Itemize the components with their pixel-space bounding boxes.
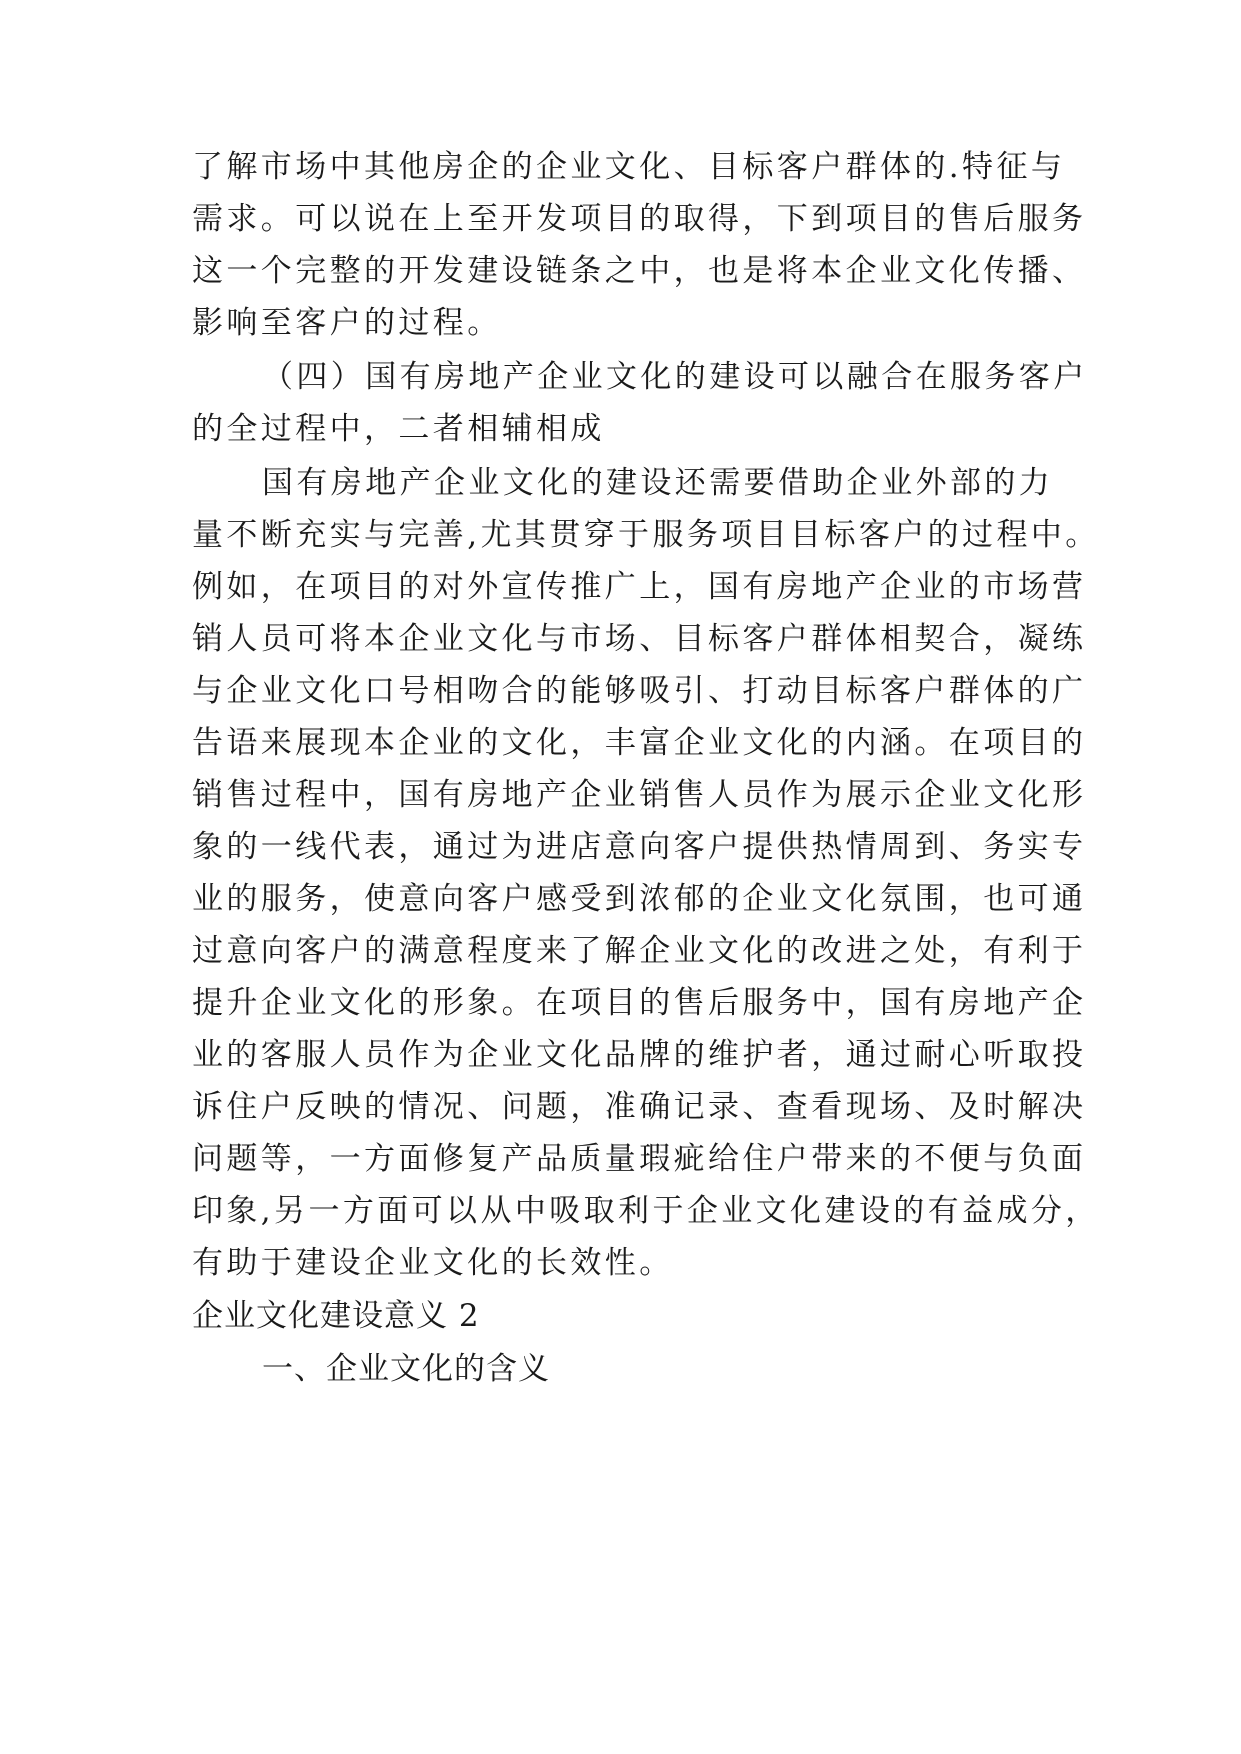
text-line: 了解市场中其他房企的企业文化、目标客户群体的.特征与 xyxy=(192,149,1066,185)
text-line: 这一个完整的开发建设链条之中，也是将本企业文化传播、 xyxy=(192,253,1087,289)
text-line: 需求。可以说在上至开发项目的取得，下到项目的售后服务 xyxy=(192,201,1087,237)
paragraph-first-line: 国有房地产企业文化的建设还需要借助企业外部的力 xyxy=(262,465,1054,501)
section-heading: （四）国有房地产企业文化的建设可以融合在服务客户 xyxy=(262,359,1088,395)
document-title: 企业文化建设意义 2 xyxy=(192,1298,480,1334)
text-line: 有助于建设企业文化的长效性。 xyxy=(192,1245,674,1281)
text-line: 量不断充实与完善,尤其贯穿于服务项目目标客户的过程中。 xyxy=(192,517,1100,553)
section-heading-continuation: 的全过程中，二者相辅相成 xyxy=(192,411,605,447)
text-line: 与企业文化口号相吻合的能够吸引、打动目标客户群体的广 xyxy=(192,673,1087,709)
text-line: 过意向客户的满意程度来了解企业文化的改进之处，有利于 xyxy=(192,933,1087,969)
text-line: 影响至客户的过程。 xyxy=(192,305,502,341)
text-line: 例如，在项目的对外宣传推广上，国有房地产企业的市场营 xyxy=(192,569,1087,605)
text-line: 销人员可将本企业文化与市场、目标客户群体相契合，凝练 xyxy=(192,621,1087,657)
text-line: 提升企业文化的形象。在项目的售后服务中，国有房地产企 xyxy=(192,985,1087,1021)
text-line: 问题等，一方面修复产品质量瑕疵给住户带来的不便与负面 xyxy=(192,1141,1087,1177)
text-line: 业的客服人员作为企业文化品牌的维护者，通过耐心听取投 xyxy=(192,1037,1087,1073)
text-line: 诉住户反映的情况、问题，准确记录、查看现场、及时解决 xyxy=(192,1089,1087,1125)
text-line: 象的一线代表，通过为进店意向客户提供热情周到、务实专 xyxy=(192,829,1087,865)
subsection-heading: 一、企业文化的含义 xyxy=(262,1351,550,1387)
text-line: 销售过程中，国有房地产企业销售人员作为展示企业文化形 xyxy=(192,777,1087,813)
text-line: 印象,另一方面可以从中吸取利于企业文化建设的有益成分， xyxy=(192,1193,1100,1229)
text-line: 告语来展现本企业的文化，丰富企业文化的内涵。在项目的 xyxy=(192,725,1087,761)
text-line: 业的服务，使意向客户感受到浓郁的企业文化氛围，也可通 xyxy=(192,881,1087,917)
